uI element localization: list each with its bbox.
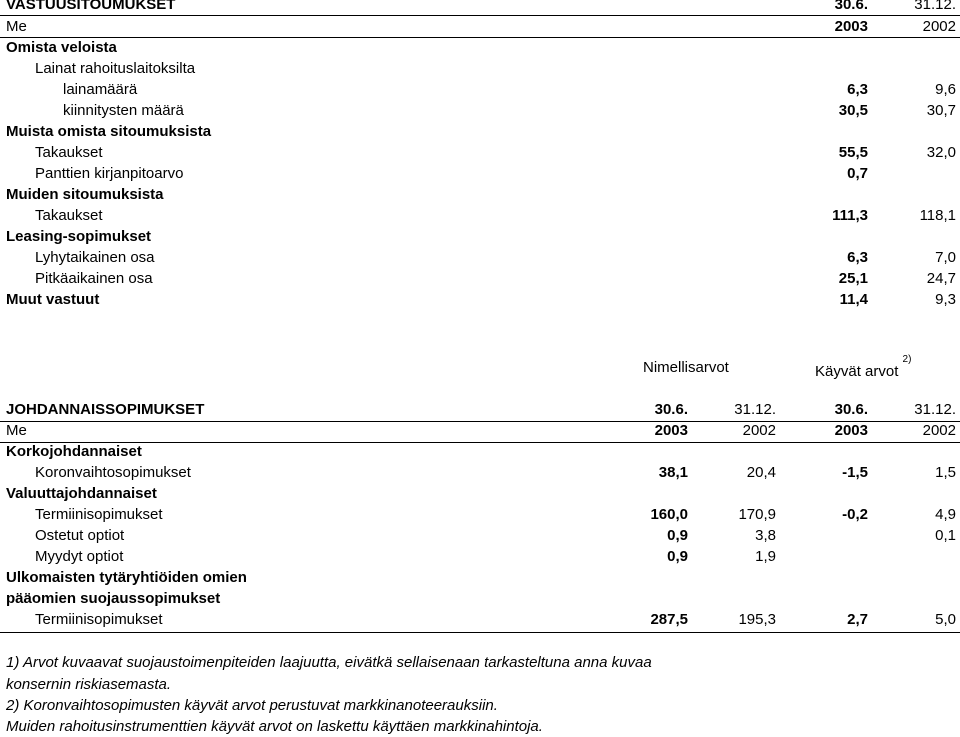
commitments-row: [0, 100, 960, 121]
row-label: Muut vastuut: [6, 291, 100, 308]
derivatives-row: [0, 462, 960, 483]
value-2002: 32,0: [926, 144, 956, 161]
value-2002: 7,0: [935, 249, 956, 266]
value-2003: 0,7: [847, 165, 868, 182]
commitments-row: [0, 184, 960, 205]
nominal-values-heading: Nimellisarvot: [643, 359, 729, 376]
row-label: Termiinisopimukset: [35, 611, 163, 628]
commitments-row: [0, 58, 960, 79]
derivatives-row: [0, 609, 960, 630]
derivatives-row: [0, 483, 960, 504]
derivatives-unit: Me: [6, 422, 27, 439]
row-label: Lyhytaikainen osa: [35, 249, 155, 266]
derivatives-date-3: 30.6.: [834, 401, 868, 418]
fair-2002: 5,0: [935, 611, 956, 628]
value-2003: 111,3: [832, 207, 868, 224]
row-label: lainamäärä: [63, 81, 138, 98]
derivatives-year-1: 2003: [654, 422, 688, 439]
row-label: Panttien kirjanpitoarvo: [35, 165, 184, 182]
nominal-2002: 195,3: [738, 611, 776, 628]
derivatives-row: [0, 525, 960, 546]
value-2002: 9,3: [935, 291, 956, 308]
footnote-1: 1) Arvot kuvaavat suojaustoimenpiteiden laajuutta, eivätkä sellaisenaan tarkasteltuna anna kuvaa: [6, 654, 652, 671]
derivatives-year-4: 2002: [922, 422, 956, 439]
nominal-2003: 0,9: [667, 527, 688, 544]
row-label: Muiden sitoumuksista: [6, 186, 164, 203]
value-2003: 6,3: [847, 249, 868, 266]
derivatives-bottom-rule: [0, 632, 960, 633]
value-2003: 55,5: [838, 144, 868, 161]
row-label: Koronvaihtosopimukset: [35, 464, 191, 481]
row-label: Muista omista sitoumuksista: [6, 123, 212, 140]
commitments-row: [0, 268, 960, 289]
row-label: Termiinisopimukset: [35, 506, 163, 523]
fair-2002: 4,9: [935, 506, 956, 523]
row-label: Korkojohdannaiset: [6, 443, 142, 460]
nominal-2002: 170,9: [738, 506, 776, 523]
derivatives-row: [0, 546, 960, 567]
value-2003: 25,1: [838, 270, 868, 287]
derivatives-group-row: [0, 354, 960, 380]
commitments-col1-date: 30.6.: [834, 0, 868, 13]
commitments-unit: Me: [6, 18, 27, 35]
derivatives-row: [0, 441, 960, 462]
nominal-2003: 0,9: [667, 548, 688, 565]
fair-2003: -1,5: [842, 464, 868, 481]
value-2003: 30,5: [838, 102, 868, 119]
fair-values-heading: [815, 354, 912, 382]
row-label: Omista veloista: [6, 39, 117, 56]
nominal-2002: 20,4: [746, 464, 776, 481]
nominal-2003: 38,1: [658, 464, 688, 481]
footnote-1-cont: konsernin riskiasemasta.: [6, 676, 172, 693]
nominal-2003: 287,5: [650, 611, 688, 628]
commitments-row: [0, 142, 960, 163]
row-label: Pitkäaikainen osa: [35, 270, 153, 287]
nominal-2002: 1,9: [755, 548, 776, 565]
commitments-row: [0, 163, 960, 184]
derivatives-year-2: 2002: [742, 422, 776, 439]
derivatives-date-4: 31.12.: [914, 401, 956, 418]
value-2002: 30,7: [926, 102, 956, 119]
commitments-row: [0, 226, 960, 247]
value-2002: 118,1: [919, 207, 956, 224]
commitments-row: [0, 289, 960, 310]
derivatives-title: JOHDANNAISSOPIMUKSET: [6, 401, 205, 418]
commitments-title-row: [0, 0, 960, 15]
row-label: pääomien suojaussopimukset: [6, 590, 221, 607]
value-2002: 9,6: [935, 81, 956, 98]
row-label: Takaukset: [35, 207, 103, 224]
commitments-title: VASTUUSITOUMUKSET: [6, 0, 176, 13]
fair-2002: 0,1: [935, 527, 956, 544]
derivatives-row: [0, 567, 960, 588]
commitments-unit-row: [0, 16, 960, 37]
value-2003: 6,3: [847, 81, 868, 98]
fair-2003: -0,2: [842, 506, 868, 523]
nominal-2003: 160,0: [650, 506, 688, 523]
fair-2003: 2,7: [847, 611, 868, 628]
footnote-2: 2) Koronvaihtosopimusten käyvät arvot perustuvat markkinanoteerauksiin.: [6, 697, 498, 714]
value-2002: 24,7: [926, 270, 956, 287]
row-label: Ulkomaisten tytäryhtiöiden omien: [6, 569, 247, 586]
commitments-row: [0, 37, 960, 58]
derivatives-year-3: 2003: [834, 422, 868, 439]
commitments-col2-date: 31.12.: [914, 0, 956, 13]
derivatives-date-2: 31.12.: [734, 401, 776, 418]
commitments-row: [0, 205, 960, 226]
row-label: Leasing-sopimukset: [6, 228, 152, 245]
row-label: Takaukset: [35, 144, 103, 161]
derivatives-row: [0, 588, 960, 609]
row-label: kiinnitysten määrä: [63, 102, 184, 119]
fair-values-label: Käyvät arvot: [815, 363, 899, 380]
value-2003: 11,4: [839, 291, 868, 308]
derivatives-date-1: 30.6.: [654, 401, 688, 418]
commitments-row: [0, 79, 960, 100]
commitments-row: [0, 121, 960, 142]
derivatives-title-row: [0, 399, 960, 420]
footnote-3: Muiden rahoitusinstrumenttien käyvät arvot on laskettu käyttäen markkinahintoja.: [6, 718, 543, 735]
commitments-row: [0, 247, 960, 268]
derivatives-unit-row: [0, 420, 960, 441]
commitments-col1-year: 2003: [834, 18, 868, 35]
row-label: Myydyt optiot: [35, 548, 124, 565]
row-label: Lainat rahoituslaitoksilta: [35, 60, 196, 77]
nominal-2002: 3,8: [755, 527, 776, 544]
derivatives-row: [0, 504, 960, 525]
fair-values-footnote-ref: 2): [902, 354, 912, 365]
row-label: Valuuttajohdannaiset: [6, 485, 157, 502]
row-label: Ostetut optiot: [35, 527, 125, 544]
fair-2002: 1,5: [935, 464, 956, 481]
commitments-col2-year: 2002: [922, 18, 956, 35]
